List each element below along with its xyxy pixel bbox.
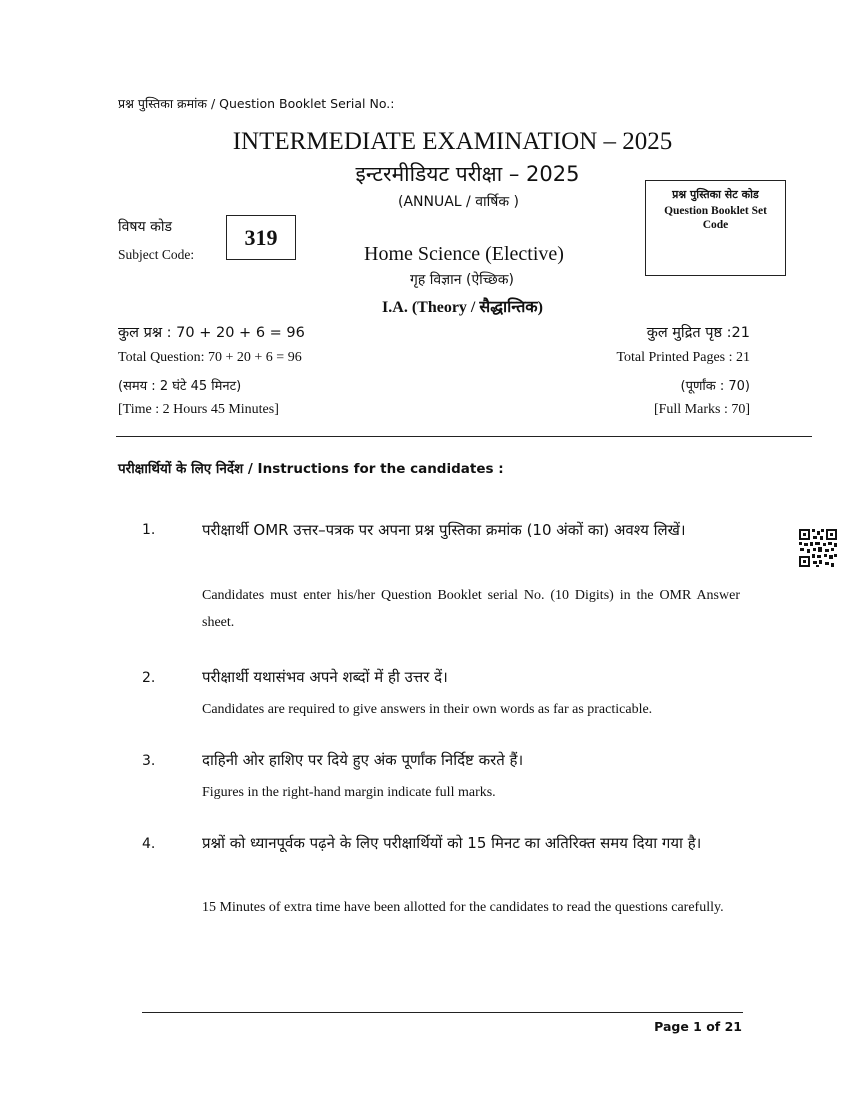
instruction-text-hindi: परीक्षार्थी OMR उत्तर–पत्रक पर अपना प्रश्न पुस्तिका क्रमांक (10 अंकों का) अवश्य लिखें। — [202, 521, 686, 539]
exam-title-hindi: इन्टरमीडियट परीक्षा – 2025 — [355, 162, 580, 186]
page-number: Page 1 of 21 — [654, 1019, 742, 1034]
exam-type-annual: (ANNUAL / वार्षिक ) — [397, 194, 520, 210]
set-code-label-english: Question Booklet Set Code — [664, 205, 767, 231]
total-questions-english: Total Question: 70 + 20 + 6 = 96 — [118, 350, 302, 365]
total-questions-hindi: कुल प्रश्न : 70 + 20 + 6 = 96 — [118, 325, 305, 341]
instruction-number: 3. — [142, 753, 156, 769]
instruction-number: 2. — [142, 670, 156, 686]
subject-name-english: Home Science (Elective) — [364, 243, 564, 265]
instruction-number: 4. — [142, 836, 156, 852]
full-marks-english: [Full Marks : 70] — [653, 402, 750, 417]
subject-code-label-hindi: विषय कोड — [118, 219, 172, 235]
time-english: [Time : 2 Hours 45 Minutes] — [118, 402, 279, 417]
instruction-text-hindi: दाहिनी ओर हाशिए पर दिये हुए अंक पूर्णांक निर्दिष्ट करते हैं। — [202, 751, 524, 769]
exam-title-english: INTERMEDIATE EXAMINATION – 2025 — [232, 128, 673, 155]
instruction-text-hindi: परीक्षार्थी यथासंभव अपने शब्दों में ही उत्तर दें। — [202, 668, 448, 686]
footer-divider — [142, 1012, 743, 1013]
printed-pages-english: Total Printed Pages : 21 — [616, 350, 750, 365]
printed-pages-hindi: कुल मुद्रित पृष्ठ :21 — [646, 325, 750, 341]
instruction-text-english: 15 Minutes of extra time have been allotted for the candidates to read the questions carefully. — [202, 900, 724, 915]
instructions-heading: परीक्षार्थियों के लिए निर्देश / Instructions for the candidates : — [118, 461, 504, 477]
serial-number-label: प्रश्न पुस्तिका क्रमांक / Question Booklet Serial No.: — [118, 96, 395, 111]
header-divider — [116, 436, 812, 437]
subject-code-label-english: Subject Code: — [118, 247, 195, 262]
qr-code-icon — [798, 528, 838, 568]
subject-code-box: 319 — [226, 215, 296, 260]
set-code-label-hindi: प्रश्न पुस्तिका सेट कोड — [672, 188, 759, 201]
instruction-text-english: Candidates are required to give answers in their own words as far as practicable. — [202, 702, 653, 717]
time-hindi: (समय : 2 घंटे 45 मिनट) — [118, 379, 242, 394]
subject-name-hindi: गृह विज्ञान (ऐच्छिक) — [409, 272, 514, 288]
instruction-text-english: Figures in the right-hand margin indicate full marks. — [202, 785, 496, 800]
instruction-text-english: Candidates must enter his/her Question Booklet serial No. (10 Digits) in the OMR Answer sheet. — [202, 588, 740, 630]
instruction-number: 1. — [142, 522, 156, 538]
instruction-text-hindi: प्रश्नों को ध्यानपूर्वक पढ़ने के लिए परीक्षार्थियों को 15 मिनट का अतिरिक्त समय दिया गया है। — [202, 834, 702, 852]
full-marks-hindi: (पूर्णांक : 70) — [680, 379, 750, 394]
paper-type: I.A. (Theory / सैद्धान्तिक) — [382, 299, 543, 316]
